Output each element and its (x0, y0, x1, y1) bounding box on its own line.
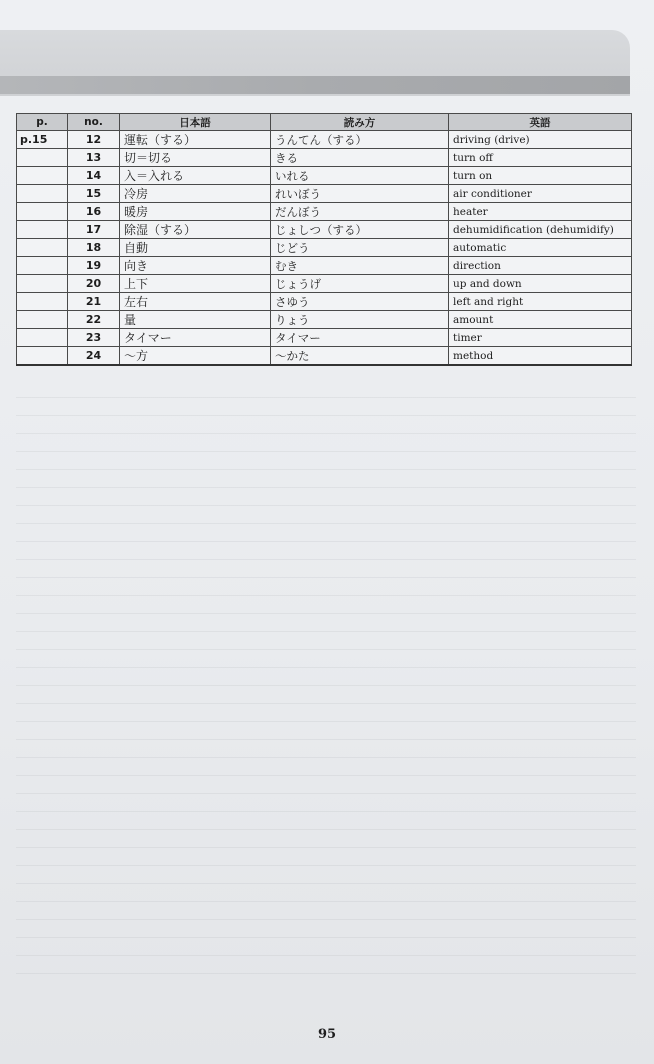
cell-no: 20 (68, 275, 120, 293)
cell-no: 24 (68, 347, 120, 366)
cell-english: up and down (449, 275, 632, 293)
cell-reading: れいぼう (271, 185, 449, 203)
cell-english: dehumidification (dehumidify) (449, 221, 632, 239)
cell-p (17, 311, 68, 329)
cell-p (17, 203, 68, 221)
table-row (17, 167, 632, 185)
cell-p (17, 293, 68, 311)
table-row (17, 185, 632, 203)
cell-p (17, 275, 68, 293)
cell-english: left and right (449, 293, 632, 311)
cell-japanese: 運転（する） (120, 131, 271, 149)
cell-p: p.15 (17, 131, 68, 149)
header-no: no. (68, 114, 120, 131)
cell-english: automatic (449, 239, 632, 257)
header-p: p. (17, 114, 68, 131)
cell-japanese: 暖房 (120, 203, 271, 221)
cell-no: 23 (68, 329, 120, 347)
cell-reading: うんてん（する） (271, 131, 449, 149)
cell-no: 16 (68, 203, 120, 221)
cell-japanese: 冷房 (120, 185, 271, 203)
vocabulary-table (16, 113, 632, 366)
cell-reading: さゆう (271, 293, 449, 311)
cell-reading: りょう (271, 311, 449, 329)
cell-no: 15 (68, 185, 120, 203)
cell-reading: じょしつ（する） (271, 221, 449, 239)
cell-japanese: 左右 (120, 293, 271, 311)
cell-reading: タイマー (271, 329, 449, 347)
cell-p (17, 239, 68, 257)
cell-japanese: 入＝入れる (120, 167, 271, 185)
cell-japanese: 切＝切る (120, 149, 271, 167)
table-row (17, 203, 632, 221)
cell-no: 22 (68, 311, 120, 329)
cell-english: turn on (449, 167, 632, 185)
header-japanese: 日本語 (120, 114, 271, 131)
header-stripe (0, 76, 630, 94)
cell-no: 19 (68, 257, 120, 275)
cell-reading: ～かた (271, 347, 449, 366)
table-row (17, 239, 632, 257)
show-through-lines (16, 380, 636, 980)
table-row (17, 221, 632, 239)
cell-japanese: 量 (120, 311, 271, 329)
cell-japanese: 自動 (120, 239, 271, 257)
table-row (17, 131, 632, 149)
table-header-row (17, 114, 632, 131)
cell-reading: きる (271, 149, 449, 167)
table-row (17, 149, 632, 167)
cell-no: 14 (68, 167, 120, 185)
cell-english: amount (449, 311, 632, 329)
cell-english: method (449, 347, 632, 366)
cell-p (17, 185, 68, 203)
cell-english: heater (449, 203, 632, 221)
table-row (17, 275, 632, 293)
cell-english: turn off (449, 149, 632, 167)
cell-no: 12 (68, 131, 120, 149)
table-row (17, 347, 632, 366)
table-row (17, 293, 632, 311)
cell-no: 18 (68, 239, 120, 257)
header-reading: 読み方 (271, 114, 449, 131)
cell-reading: じどう (271, 239, 449, 257)
cell-p (17, 167, 68, 185)
cell-no: 17 (68, 221, 120, 239)
cell-japanese: タイマー (120, 329, 271, 347)
cell-japanese: 除湿（する） (120, 221, 271, 239)
cell-reading: だんぼう (271, 203, 449, 221)
cell-english: air conditioner (449, 185, 632, 203)
cell-japanese: 向き (120, 257, 271, 275)
table-row (17, 257, 632, 275)
table-row (17, 329, 632, 347)
header-english: 英語 (449, 114, 632, 131)
cell-japanese: ～方 (120, 347, 271, 366)
cell-p (17, 329, 68, 347)
cell-reading: じょうげ (271, 275, 449, 293)
cell-p (17, 257, 68, 275)
cell-p (17, 221, 68, 239)
cell-reading: いれる (271, 167, 449, 185)
page-number: 95 (317, 1027, 337, 1042)
table-row (17, 311, 632, 329)
cell-japanese: 上下 (120, 275, 271, 293)
cell-p (17, 149, 68, 167)
cell-no: 21 (68, 293, 120, 311)
cell-no: 13 (68, 149, 120, 167)
cell-english: direction (449, 257, 632, 275)
cell-english: driving (drive) (449, 131, 632, 149)
cell-reading: むき (271, 257, 449, 275)
cell-english: timer (449, 329, 632, 347)
cell-p (17, 347, 68, 366)
